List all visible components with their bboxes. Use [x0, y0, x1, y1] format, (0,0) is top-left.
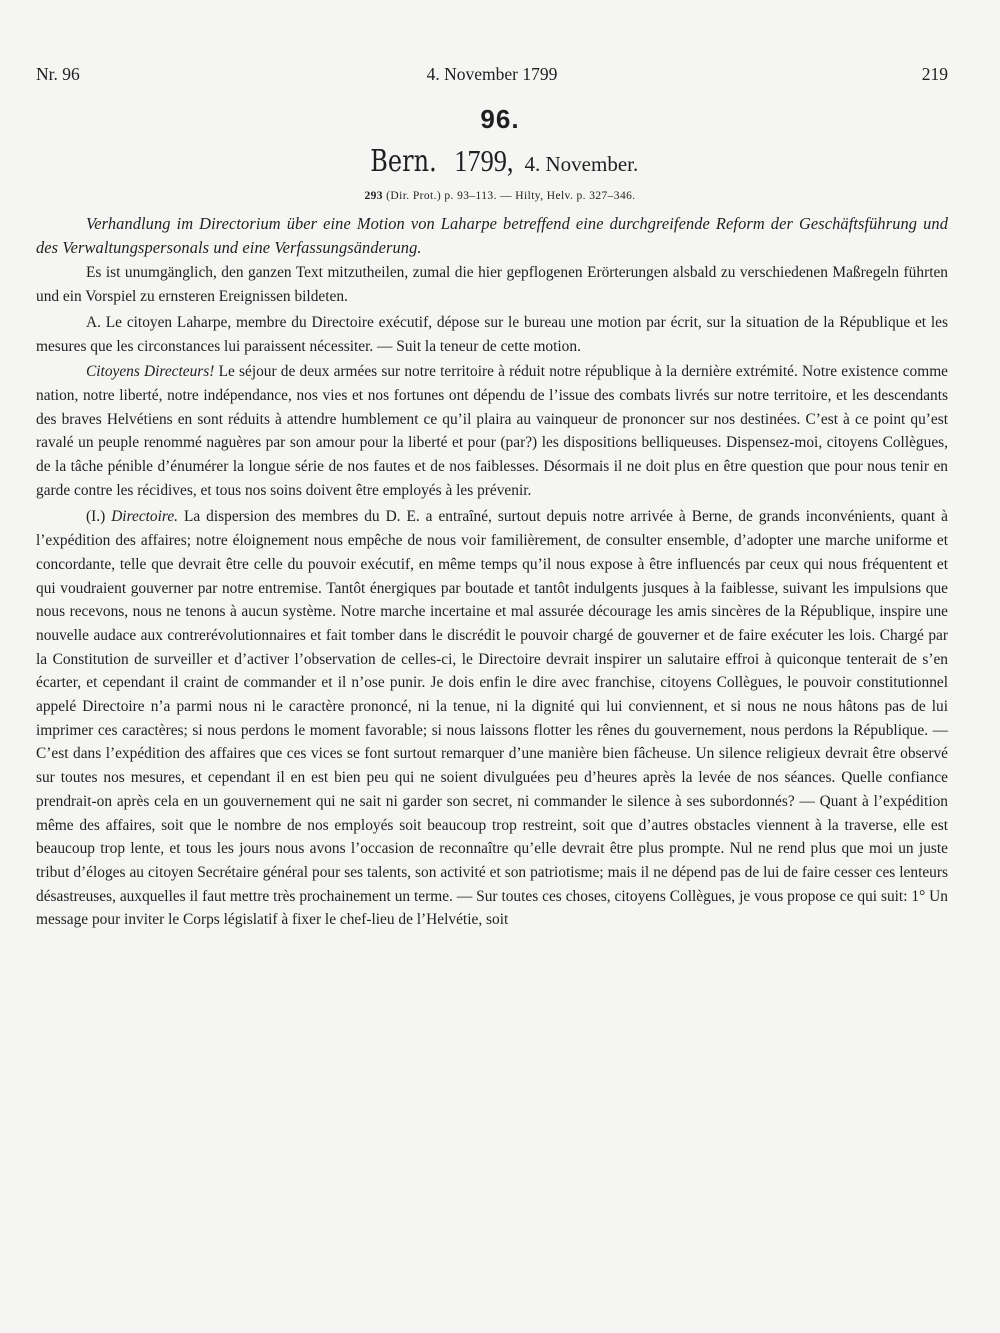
- paragraph-motion: A. Le citoyen Laharpe, membre du Directoire exécutif, dépose sur le bureau une motion par écrit, sur la situation de la République et les mesures que les circonstances lui paraissent nécessiter. — Suit la teneur de cette motion.: [36, 313, 948, 355]
- header-document-number: Nr. 96: [36, 64, 80, 84]
- paragraph-intro: Es ist unumgänglich, den ganzen Text mitzutheilen, zumal die hier gepflogenen Erörterungen alsbald zu verschiedenen Maßregeln führten und ein Vorspiel zu ernsteren Ereignissen bildeten.: [36, 264, 948, 306]
- paragraph-address: [36, 360, 948, 502]
- document-body: [36, 212, 948, 932]
- section-text: La dispersion des membres du D. E. a entraîné, surtout depuis notre arrivée à Berne, de grands inconvénients, quant à l’expédition des affaires; notre éloignement nous empêche de nous voir familièrement, de consulter ensemble, d’adopter une marche uniforme et concordante, telle que devrait être celle du pouvoir exécutif, en même temps qu’il nous expose à être influencés par ceux qui nous fréquentent et qui voudraient gouverner par notre entremise. Tantôt énergiques par boutade et tantôt indulgents jusques à la faiblesse, suivant les impulsions que nous recevons, nous ne tenons à aucun système. Notre marche incertaine et mal assurée décourage les amis sincères de la République, inspire une nouvelle audace aux contrerévolutionnaires et fait tomber dans le discrédit le pouvoir chargé de gouverner et de faire exécuter les lois. Chargé par la Constitution de surveiller et d’activer l’observation de celles-ci, le Directoire devrait inspirer un salutaire effroi à quiconque tenterait de s’en écarter, et cependant il craint de commander et il n’ose punir. Je dois enfin le dire avec franchise, citoyens Collègues, le pouvoir constitutionnel appelé Directoire n’a parmi nous ni le caractère prononcé, ni la tenue, ni la dignité qui lui conviennent, et si nous ne nous hâtons pas de lui imprimer ces caractères; si nous perdons le moment favorable; si nous laissons flotter les rênes du gouvernement, nous perdons la République. — C’est dans l’expédition des affaires que ces vices se font surtout remarquer d’une manière bien fâcheuse. Un silence religieux devrait être observé sur toutes nos mesures, et cependant il en est bien peu qui ne soient divulguées peu d’heures après la levée de nos séances. Quelle confiance prendrait-on après cela en un gouvernement qui ne sait ni garder son secret, ni commander le silence à ses subordonnés? — Quant à l’expédition même des affaires, soit que le nombre de nos employés soit beaucoup trop restreint, soit que d’autres obstacles viennent à la traverse, elle est beaucoup trop lente, et tous les jours nous avons l’occasion de reconnaître qu’elle devrait être plus prompte. Nul ne rend plus que moi un juste tribut d’éloges au citoyen Secrétaire général pour ses talents, son activité et son patriotisme; mais il ne dépend pas de lui de faire cesser ces lenteurs désastreuses, auxquelles il faut mettre très prochainement un terme. — Sur toutes ces choses, citoyens Collègues, je vous propose ce qui suit: 1° Un message pour inviter le Corps législatif à fixer le chef-lieu de l’Helvétie, soit: [36, 508, 948, 929]
- paragraph-section-directoire: [36, 505, 948, 932]
- document-heading: [0, 143, 1000, 179]
- page-number: 219: [921, 64, 948, 84]
- address-salutation: Citoyens Directeurs!: [86, 363, 215, 381]
- document-number: 96.: [480, 104, 520, 134]
- header-date: 4. November 1799: [426, 64, 558, 84]
- address-text: Le séjour de deux armées sur notre territoire à réduit notre république à la dernière extrémité. Notre existence comme nation, notre liberté, notre indépendance, nos vies et nos fortunes ont dépendu de l’issue des combats livrés sur notre territoire, et les descendants des braves Helvétiens en sont réduits à attendre humblement ce qu’il plaira au vainqueur de prononcer sur nos destinées. C’est à ce point qu’est ravalé un peuple renommé naguères par son amour pour la liberté et pour (par?) les dispositions belliqueuses. Dispensez-moi, citoyens Collègues, de la tâche pénible d’énumérer la longue série de nos fautes et de nos faiblesses. Désormais il ne doit plus en être question que pour nous tenir en garde contre les récidives, et tous nos soins doivent être employés à les prévenir.: [36, 363, 948, 499]
- section-title: Directoire.: [111, 508, 179, 526]
- source-reference: [0, 190, 1000, 202]
- running-header: [36, 64, 948, 88]
- document-summary: Verhandlung im Directorium über eine Motion von Laharpe betreffend eine durchgreifende Reform der Geschäftsführung und des Verwaltungspersonals und eine Verfassungsänderung.: [36, 214, 948, 257]
- document-date: 4. November.: [524, 152, 639, 176]
- section-number: (I.): [86, 508, 112, 526]
- document-year: 1799,: [453, 143, 514, 178]
- document-place: Bern.: [370, 144, 437, 179]
- source-citation: (Dir. Prot.) p. 93–113. — Hilty, Helv. p. 327–346.: [382, 190, 636, 202]
- source-number: 293: [364, 190, 383, 202]
